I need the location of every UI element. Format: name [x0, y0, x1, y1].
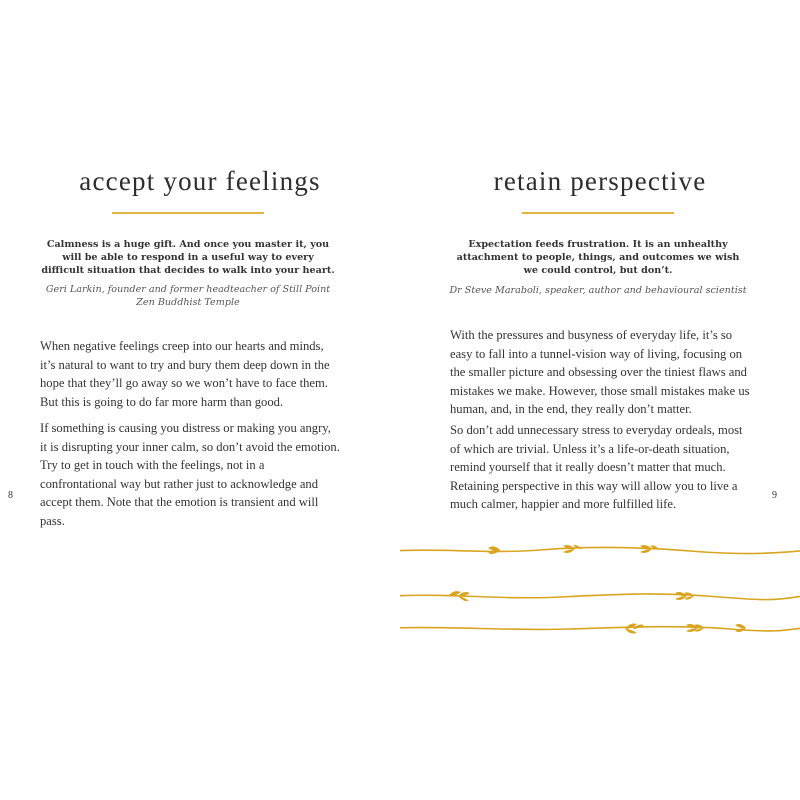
page-number: 8 — [8, 490, 13, 501]
epigraph-quote: Calmness is a huge gift. And once you master it, you will be able to respond in a useful way to every difficult situation that decides to walk into your heart. — [41, 239, 335, 276]
page-number: 9 — [772, 490, 777, 501]
epigraph-attribution: Dr Steve Maraboli, speaker, author and behavioural scientist — [449, 285, 747, 296]
body-paragraph: When negative feelings creep into our hearts and minds, it’s natural to want to try and bury them deep down in the hope that they’ll go away so we won’t have to face them. But this is going to do far more harm than good. — [40, 339, 330, 409]
page-title: retain perspective — [493, 166, 707, 196]
page-title: accept your feelings — [79, 166, 321, 196]
epigraph-quote: Expectation feeds frustration. It is an unhealthy attachment to people, things, and outcomes we wish we could control, but don’t. — [456, 239, 740, 276]
epigraph-attribution: Geri Larkin, founder and former headteacher of Still Point Zen Buddhist Temple — [45, 284, 331, 308]
title-divider — [112, 212, 264, 214]
vine-illustration — [400, 530, 800, 650]
vine-line — [400, 547, 800, 553]
body-paragraph: If something is causing you distress or making you angry, it is disrupting your inner calm, so don’t avoid the emotion. Try to get in touch with the feelings, not in a confrontational way but rather just to acknowledge and accept them. Note that the emotion is transient and will pass. — [40, 421, 340, 528]
body-paragraph: So don’t add unnecessary stress to everyday ordeals, most of which are trivial. Unless it’s a life-or-death situation, remind yourself that it really doesn’t matter that much. Retaining perspective in this way will allow you to live a much calmer, happier and more fulfilled life. — [450, 423, 743, 511]
body-paragraph: With the pressures and busyness of everyday life, it’s so easy to fall into a tunnel-vision way of living, focusing on the smaller picture and obsessing over the tiniest flaws and mistakes we make. However, those small mistakes make us human, and, in the end, they really don’t matter. — [450, 328, 750, 416]
right-page — [400, 0, 800, 800]
title-divider — [522, 212, 674, 214]
